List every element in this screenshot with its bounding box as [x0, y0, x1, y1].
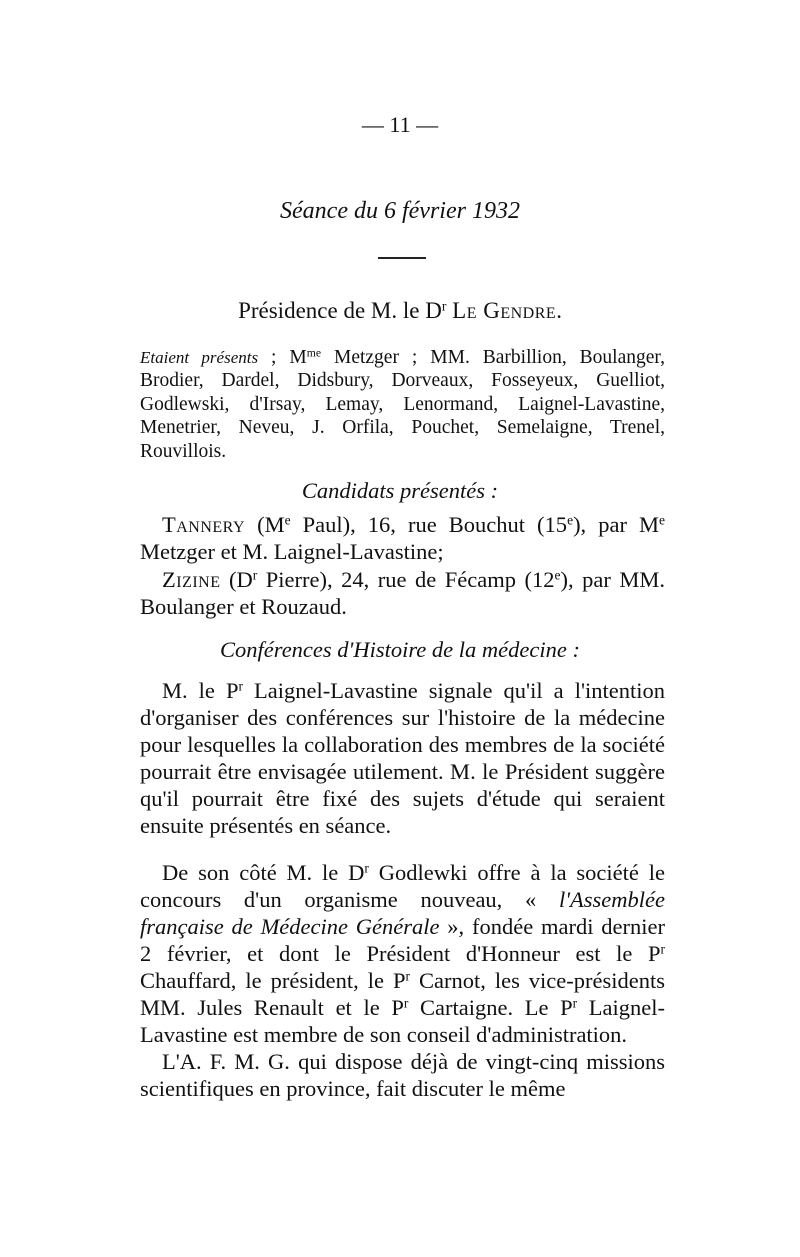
paragraph-sup: r — [572, 995, 578, 1011]
attendees-list: Metzger ; MM. Barbillion, Boulanger, Brodier, Dardel, Didsbury, Dorveaux, Fosseyeux, Guelliot, Godlewski, d'Irsay, Lemay, Lenormand, Laignel-Lavastine, Menetrier, Neveu, J. Orfila, Pouchet, Semelaigne, Trenel, Rouvillois. — [140, 347, 665, 462]
presidency-sup: r — [441, 298, 447, 314]
candidate-text: ), par M — [573, 512, 660, 537]
paragraph-sup: r — [364, 860, 369, 876]
candidate-zizine — [140, 566, 665, 620]
attendees-sup: me — [306, 346, 322, 360]
conferences-paragraph-3: L'A. F. M. G. qui dispose déjà de vingt-cinq missions scientifiques en province, fait discuter le même — [140, 1049, 665, 1101]
paragraph-sup: r — [405, 968, 410, 984]
candidate-text: Metzger et M. Laignel-Lavastine; — [140, 539, 444, 564]
attendees-paragraph — [140, 346, 665, 463]
title-rule — [378, 257, 426, 259]
session-title: Séance du 6 février 1932 — [280, 198, 520, 224]
paragraph-sup: r — [403, 995, 409, 1011]
paragraph-text: M. le P — [162, 678, 239, 703]
conferences-heading: Conférences d'Histoire de la médecine : — [220, 637, 580, 662]
candidate-name: Zizine — [162, 567, 221, 592]
conferences-paragraph-2 — [140, 859, 665, 1102]
paragraph-text: Laignel-Lavastine signale qu'il a l'intention d'organiser des conférences sur l'histoire de la médecine pour lesquelles la collaboration des membres de la société pourrait être envisagée utilement. M. le Président suggère qu'il pourrait être fixé des sujets d'étude qui seraient ensuite présentés en séance. — [140, 678, 666, 838]
paragraph-text: De son côté M. le D — [162, 860, 365, 885]
page-number: — 11 — — [361, 112, 439, 137]
paragraph-text: Godlewki offre à la société le concours d'un organisme nouveau, « — [140, 860, 665, 912]
paragraph-sup: r — [660, 941, 665, 957]
paragraph-text: Laignel-Lavastine est membre de son conseil d'administration. — [140, 995, 666, 1047]
attendees-label: Etaient présents — [140, 348, 259, 367]
assembly-name: l'Assemblée française de Médecine Générale — [140, 887, 665, 939]
presidency-suffix: . — [556, 298, 562, 323]
candidate-text: Pierre), 24, rue de Fécamp (12 — [257, 567, 555, 592]
candidate-text: (M — [245, 512, 285, 537]
candidate-text: ), par MM. Boulanger et Rouzaud. — [140, 567, 666, 619]
candidate-text: (D — [220, 567, 253, 592]
paragraph-text: Chauffard, le président, le P — [140, 968, 406, 993]
paragraph-text: Carnot, les vice-présidents MM. Jules Renault et le P — [140, 968, 666, 1020]
presidency-line — [0, 298, 800, 324]
candidate-sup: e — [567, 512, 574, 528]
candidate-sup: e — [659, 512, 666, 528]
candidate-sup: r — [252, 567, 258, 583]
paragraph-text: Cartaigne. Le P — [408, 995, 573, 1020]
presidency-prefix: Présidence de M. le D — [238, 298, 442, 323]
candidate-sup: e — [554, 567, 561, 583]
attendees-sep: ; M — [258, 347, 307, 368]
paragraph-text: », fondée mardi dernier 2 février, et dont le Président d'Honneur est le P — [140, 914, 665, 966]
candidate-text: Paul), 16, rue Bouchut (15 — [290, 512, 568, 537]
candidate-name: Tannery — [162, 512, 246, 537]
candidates-heading: Candidats présentés : — [301, 478, 499, 503]
president-name: Le Gendre — [452, 298, 557, 323]
candidate-tannery — [140, 511, 665, 565]
paragraph-sup: r — [238, 678, 243, 694]
candidate-sup: e — [284, 512, 291, 528]
conferences-paragraph-1 — [140, 677, 665, 839]
